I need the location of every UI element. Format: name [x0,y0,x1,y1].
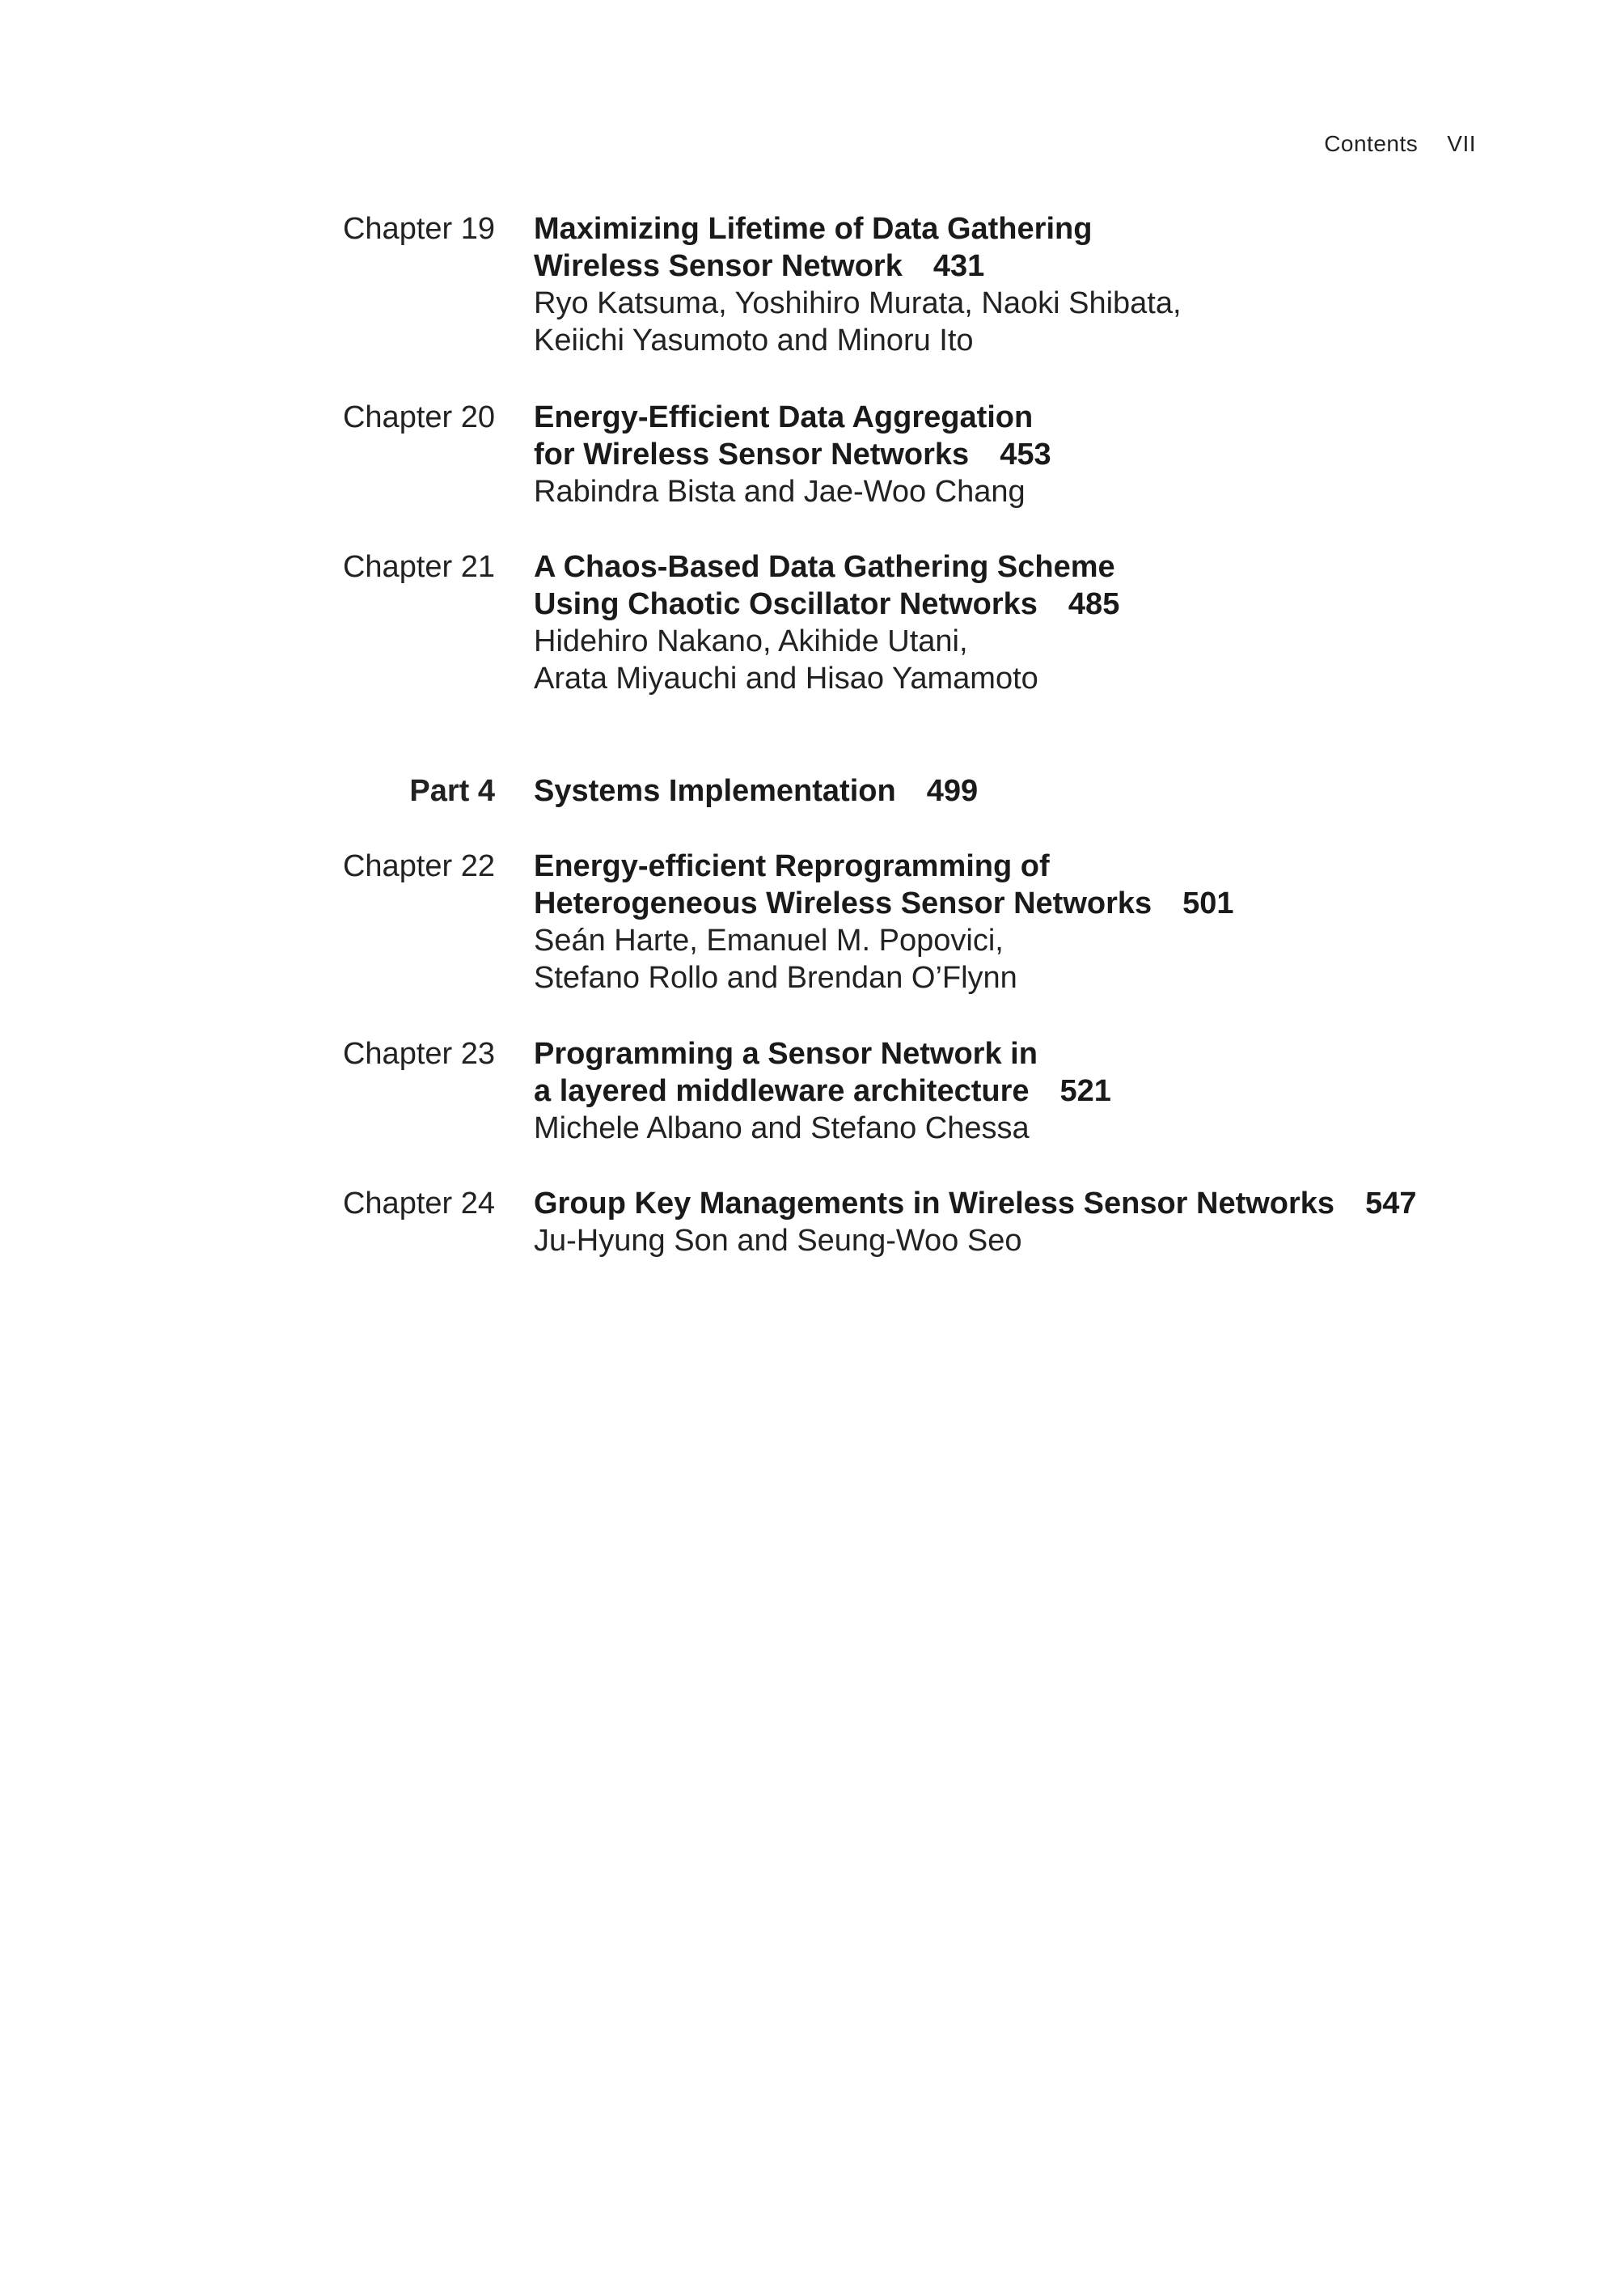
header-section-title: Contents [1324,131,1419,156]
entry-title-line: Maximizing Lifetime of Data Gathering [534,212,1093,246]
entry-body [534,548,1504,697]
entry-title-line-last [534,247,1504,285]
entry-authors: Stefano Rollo and Brendan O’Flynn [534,961,1017,995]
entry-page-number: 453 [1000,438,1051,472]
entry-title-text: Systems Implementation [534,774,896,808]
entry-title-line: A Chaos-Based Data Gathering Scheme [534,550,1115,584]
entry-label: Chapter 21 [342,550,495,584]
entry-label: Chapter 19 [342,212,495,246]
entry-title-line-last [534,436,1504,473]
entry-body [534,1185,1504,1259]
entry-title-line-last [534,1072,1504,1110]
entry-title-line-last [534,586,1504,623]
running-header [1324,131,1476,157]
entry-authors: Ju-Hyung Son and Seung-Woo Seo [534,1224,1022,1258]
entry-title-line: Energy-Efficient Data Aggregation [534,400,1034,434]
entry-title-text: Wireless Sensor Network [534,249,903,283]
entry-authors: Seán Harte, Emanuel M. Popovici, [534,924,1004,958]
entry-body [534,210,1504,359]
entry-label: Chapter 20 [342,400,495,434]
header-page-number: VII [1447,131,1476,156]
entry-label: Chapter 24 [342,1187,495,1221]
part-label: Part 4 [409,774,495,808]
entry-title-text: Group Key Managements in Wireless Sensor Networks [534,1187,1335,1221]
entry-label: Chapter 23 [342,1037,495,1071]
entry-title-line: Programming a Sensor Network in [534,1037,1038,1071]
entry-title-text: for Wireless Sensor Networks [534,438,970,472]
entry-authors: Arata Miyauchi and Hisao Yamamoto [534,662,1038,696]
entry-title-line: Energy-efficient Reprogramming of [534,849,1050,883]
entry-authors: Hidehiro Nakano, Akihide Utani, [534,624,968,658]
entry-page-number: 485 [1068,587,1120,621]
entry-body [534,399,1504,510]
entry-page-number: 521 [1059,1074,1111,1108]
entry-page-number: 499 [926,774,979,808]
entry-authors: Ryo Katsuma, Yoshihiro Murata, Naoki Shibata, [534,286,1182,320]
entry-body [534,1035,1504,1147]
entry-label: Chapter 22 [342,849,495,883]
entry-title-line-last [534,885,1504,922]
entry-title-line-last [534,772,1504,810]
entry-page-number: 547 [1365,1187,1417,1221]
entry-authors: Rabindra Bista and Jae-Woo Chang [534,475,1026,509]
entry-body [534,772,1504,810]
entry-title-text: Using Chaotic Oscillator Networks [534,587,1038,621]
entry-title-line-last [534,1185,1504,1222]
entry-page-number: 501 [1182,886,1234,920]
entry-authors: Michele Albano and Stefano Chessa [534,1111,1030,1145]
entry-body [534,848,1504,996]
entry-authors: Keiichi Yasumoto and Minoru Ito [534,324,974,357]
entry-title-text: a layered middleware architecture [534,1074,1030,1108]
entry-title-text: Heterogeneous Wireless Sensor Networks [534,886,1152,920]
entry-page-number: 431 [933,249,985,283]
